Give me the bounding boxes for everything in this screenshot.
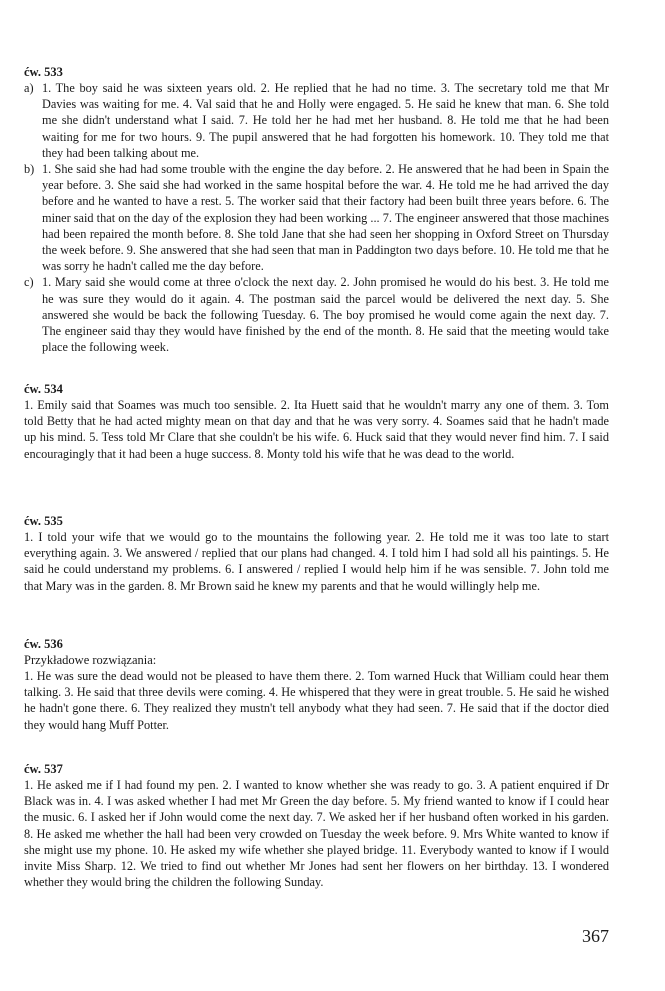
exercise-subheading: Przykładowe rozwiązania: — [24, 653, 157, 667]
answer-group-text: 1. Mary said she would come at three o'clock the next day. 2. John promised he would do his best. 3. He told me he was sure they would do it again. 4. The postman said the parcel would be delivered the next day. 5. She answered she would be back the following Tuesday. 6. The boy promised he would come again the next day. 7. The engineer said thay they would have finished by the end of the month. 8. He said that the meeting would take place the following week. — [42, 275, 609, 355]
exercise-text: 1. I told your wife that we would go to the mountains the following year. 2. He told me it was too late to start everything again. 3. We answered / replied that our plans had changed. 4. I told him I had sold all his paintings. 5. He said he could understand my problems. 6. I answered / replied I would help him if he was sensible. 7. John told me that Mary was in the garden. 8. Mr Brown said he knew my parents and that he would willingly help me. — [24, 530, 609, 593]
exercise-533 — [24, 64, 609, 355]
answer-group-b — [24, 161, 609, 274]
answer-group-c — [24, 274, 609, 355]
exercise-535 — [24, 513, 609, 594]
exercise-text: 1. He asked me if I had found my pen. 2. I wanted to know whether she was ready to go. 3. A patient enquired if Dr Black was in. 4. I was asked whether I had met Mr Green the day before. 5. My friend wanted to know if I could hear the music. 6. I asked her if John would come the next day. 7. We asked her if her husband often worked in his garden. 8. He asked me whether the hall had been very crowded on Tuesday the week before. 9. Mrs White wanted to know if she might use my phone. 10. He asked my wife whether she played bridge. 11. Everybody wanted to know if I would invite Miss Sharp. 12. We tried to find out whether Mr Jones had sent her flowers on her birthday. 13. I wondered whether they would bring the children the following Sunday. — [24, 778, 609, 890]
answer-group-text: 1. The boy said he was sixteen years old. 2. He replied that he had no time. 3. The secretary told me that Mr Davies was waiting for me. 4. Val said that he and Holly were engaged. 5. He said he knew that man. 6. She told me she didn't understand what I said. 7. He told her he had met her husband. 8. He told me that he had been waiting for me for two hours. 9. The pupil answered that he had forgotten his homework. 10. They told me that they had been talking about me. — [42, 81, 609, 160]
answer-group-label: c) — [24, 275, 34, 290]
exercise-heading: ćw. 537 — [24, 762, 63, 776]
answer-group-label: a) — [24, 81, 34, 95]
answer-group-text: 1. She said she had had some trouble with the engine the day before. 2. He answered that he had been in Spain the year before. 3. She said she had worked in the same hospital before the war. 4. He told me he had arrived the day before and he wanted to have a rest. 5. The worker said that their factory had been built three years before. 6. The miner said that on the day of the explosion they had been working ... 7. The engineer answered that those machines had been repaired the month before. 8. She told Jane that she had seen her shopping in Oxford Street on Thursday the week before. 9. She answered that she had seen that man in Paddington two days before. 10. He told me that he was sorry he hadn't called me the day before. — [42, 162, 609, 274]
answer-group-a — [24, 80, 609, 161]
exercise-heading: ćw. 535 — [24, 514, 63, 528]
exercise-text: 1. He was sure the dead would not be pleased to have them there. 2. Tom warned Huck that William could hear them talking. 3. He said that three devils were coming. 4. He whispered that they were in great trouble. 5. He said he wished he hadn't gone there. 6. They realized they mustn't tell anybody what they had seen. 7. He said that if the doctor died they would hang Muff Potter. — [24, 669, 609, 732]
exercise-536 — [24, 636, 609, 733]
answer-group-label: b) — [24, 162, 35, 177]
exercise-heading: ćw. 533 — [24, 65, 63, 79]
exercise-text: 1. Emily said that Soames was much too sensible. 2. Ita Huett said that he wouldn't marry any one of them. 3. Tom told Betty that he had acted mighty mean on that day and that he was very sorry. 4. Soames said that he hadn't made up his mind. 5. Tess told Mr Clare that she couldn't be his wife. 6. Huck said that they would never find him. 7. I said encouragingly that it had been a huge success. 8. Monty told his wife that he was dead to the world. — [24, 398, 609, 461]
exercise-heading: ćw. 534 — [24, 382, 63, 396]
page-number: 367 — [582, 926, 609, 946]
exercise-heading: ćw. 536 — [24, 637, 63, 651]
exercise-537 — [24, 761, 609, 890]
exercise-534 — [24, 381, 609, 462]
